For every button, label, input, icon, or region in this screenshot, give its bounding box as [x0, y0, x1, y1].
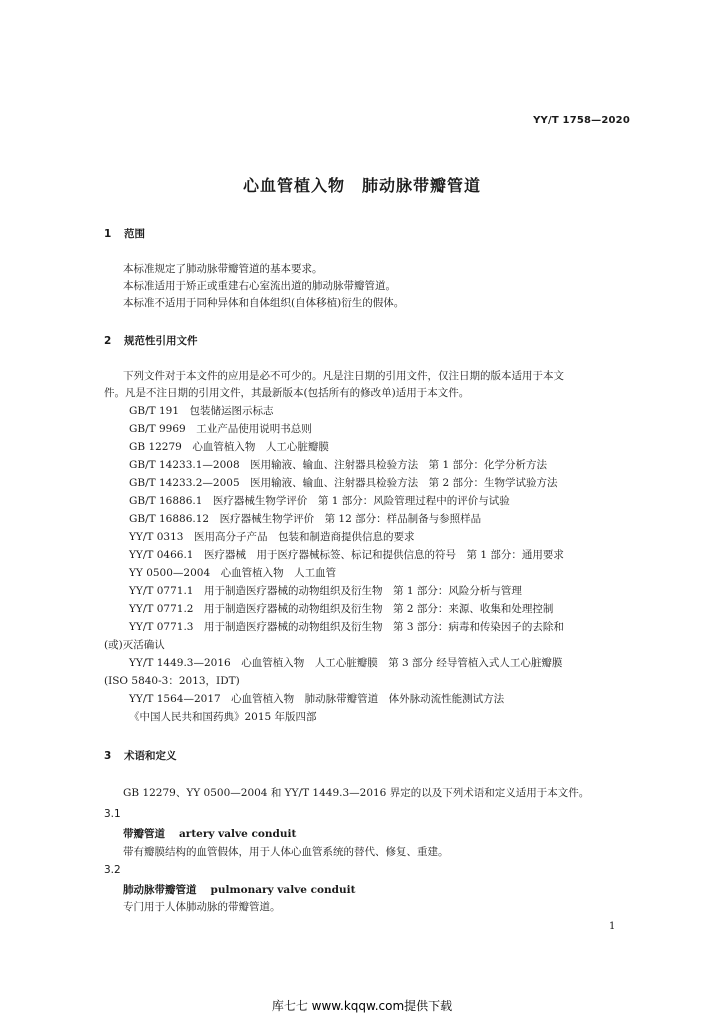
section-title: 范围 [124, 228, 145, 240]
reference-item: GB/T 191 包装储运图示标志 [129, 405, 274, 417]
reference-item: YY/T 0771.2 用于制造医疗器械的动物组织及衍生物 第 2 部分：来源、收集和处理控制 [129, 603, 554, 615]
reference-item: YY/T 0466.1 医疗器械 用于医疗器械标签、标记和提供信息的符号 第 1 部分：通用要求 [129, 549, 564, 561]
term-number: 3.2 [104, 864, 121, 876]
reference-item-continuation: (或)灭活确认 [104, 639, 165, 651]
reference-item: GB 12279 心血管植入物 人工心脏瓣膜 [129, 441, 329, 453]
reference-item: GB/T 16886.12 医疗器械生物学评价 第 12 部分：样品制备与参照样品 [129, 513, 482, 525]
term-zh: 肺动脉带瓣管道 [123, 884, 197, 896]
standard-number: YY/T 1758—2020 [533, 115, 630, 126]
term-en: pulmonary valve conduit [210, 884, 356, 896]
document-title: 心血管植入物 肺动脉带瓣管道 [242, 176, 481, 195]
term-en: artery valve conduit [179, 828, 297, 840]
reference-item: YY/T 0771.1 用于制造医疗器械的动物组织及衍生物 第 1 部分：风险分析与管理 [129, 585, 522, 597]
section-number: 3 [104, 750, 112, 762]
term-heading [123, 882, 355, 897]
reference-item: GB/T 14233.1—2008 医用输液、输血、注射器具检验方法 第 1 部分：化学分析方法 [129, 459, 547, 471]
paragraph: 本标准不适用于同种异体和自体组织(自体移植)衍生的假体。 [123, 297, 405, 309]
paragraph: 本标准适用于矫正或重建右心室流出道的肺动脉带瓣管道。 [123, 280, 396, 292]
section-2-heading [104, 333, 198, 348]
term-number: 3.1 [104, 808, 121, 820]
reference-item: GB/T 16886.1 医疗器械生物学评价 第 1 部分：风险管理过程中的评价与试验 [129, 495, 510, 507]
reference-item: YY/T 1564—2017 心血管植入物 肺动脉带瓣管道 体外脉动流性能测试方法 [129, 693, 505, 705]
paragraph: 下列文件对于本文件的应用是必不可少的。凡是注日期的引用文件，仅注日期的版本适用于本文 [123, 370, 564, 382]
page-number: 1 [609, 921, 616, 932]
paragraph: 件。凡是不注日期的引用文件，其最新版本(包括所有的修改单)适用于本文件。 [104, 387, 470, 399]
paragraph: 本标准规定了肺动脉带瓣管道的基本要求。 [123, 263, 323, 275]
reference-item: YY 0500—2004 心血管植入物 人工血管 [129, 567, 337, 579]
reference-item: 《中国人民共和国药典》2015 年版四部 [129, 711, 317, 723]
term-definition: 带有瓣膜结构的血管假体，用于人体心血管系统的替代、修复、重建。 [123, 846, 449, 858]
term-heading [123, 826, 296, 841]
download-footer: 库七七 www.kqqw.com提供下载 [271, 999, 453, 1013]
term-definition: 专门用于人体肺动脉的带瓣管道。 [123, 901, 281, 913]
reference-item: GB/T 14233.2—2005 医用输液、输血、注射器具检验方法 第 2 部分：生物学试验方法 [129, 477, 558, 489]
term-zh: 带瓣管道 [123, 828, 165, 840]
reference-item: YY/T 0313 医用高分子产品 包装和制造商提供信息的要求 [129, 531, 415, 543]
section-1-heading [104, 226, 145, 241]
paragraph: GB 12279、YY 0500—2004 和 YY/T 1449.3—2016 界定的以及下列术语和定义适用于本文件。 [123, 787, 590, 799]
reference-item-continuation: (ISO 5840-3：2013，IDT) [104, 675, 240, 687]
section-number: 1 [104, 228, 112, 240]
reference-item: GB/T 9969 工业产品使用说明书总则 [129, 423, 312, 435]
section-title: 规范性引用文件 [124, 335, 198, 347]
section-title: 术语和定义 [124, 750, 177, 762]
reference-item: YY/T 1449.3—2016 心血管植入物 人工心脏瓣膜 第 3 部分 经导管植入式人工心脏瓣膜 [129, 657, 563, 669]
section-3-heading [104, 748, 177, 763]
section-number: 2 [104, 335, 112, 347]
reference-item: YY/T 0771.3 用于制造医疗器械的动物组织及衍生物 第 3 部分：病毒和传染因子的去除和 [129, 621, 564, 633]
